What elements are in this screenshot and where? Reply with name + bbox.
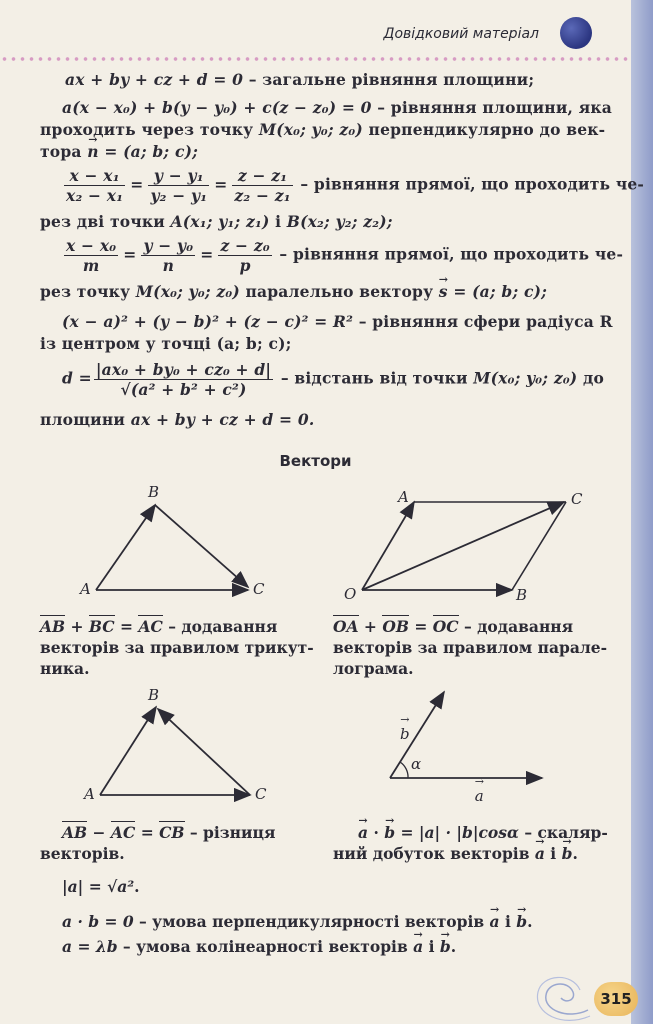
- page-number: 315: [594, 982, 638, 1016]
- vector-ab: [96, 505, 155, 590]
- fraction: $\frac{\text{|ax₀ + by₀ + cz₀ + d|}}{\text{√(a² + b² + c²)}}$: [95, 360, 272, 399]
- label-b: B: [516, 586, 528, 604]
- label-c: C: [255, 785, 267, 803]
- plane-point-normal-line2: проходить через точку M(x₀; y₀; z₀) перпендикулярно до век-: [40, 120, 606, 139]
- parallelogram-caption-1: OA + OB = OC – додавання: [333, 617, 574, 636]
- fraction: $\frac{\text{x − x₁}}{\text{x₂ − x₁}}$: [66, 166, 124, 205]
- triangle-addition-diagram: [0, 480, 300, 600]
- triangle-subtraction-caption-2: векторів.: [40, 844, 125, 863]
- label-vector-b: → b: [400, 725, 410, 743]
- sphere-formula: (x − a)² + (y − b)² + (z − c)² = R² – рівняння сфери радіуса R: [62, 312, 613, 331]
- vector-ab: [100, 707, 156, 795]
- triangle-addition-caption-2: векторів за правилом трикут-: [40, 638, 314, 657]
- header-title: Довідковий матеріал: [383, 26, 539, 42]
- dot-product-diagram: [380, 690, 560, 805]
- parallelogram-caption-2: векторів за правилом парале-: [333, 638, 608, 657]
- dot-product-svg: [380, 690, 560, 800]
- vector-oc: [362, 502, 564, 590]
- label-a: A: [84, 785, 95, 803]
- angle-arc: [400, 762, 408, 778]
- dot-product-caption-2: ний добуток векторів → a і → b.: [333, 843, 578, 864]
- parallelogram-diagram: [330, 480, 620, 610]
- label-a: A: [80, 580, 91, 598]
- triangle-addition-caption-1: AB + BC = AC – додавання: [40, 617, 278, 636]
- label-alpha: α: [411, 755, 422, 773]
- distance-line2: площини ax + by + cz + d = 0.: [40, 410, 315, 429]
- triangle-subtraction-caption-1: AB − AC = CB – різниця: [62, 823, 276, 842]
- plane-point-normal-formula: a(x − x₀) + b(y − y₀) + c(z − z₀) = 0 – рівняння площини, яка: [62, 98, 613, 117]
- distance-formula: d = $\frac{\text{|ax₀ + by₀ + cz₀ + d|}}{\text{√(a² + b² + c²)}}$ – відстань від точки M(x₀; y₀; z₀) до: [62, 360, 605, 399]
- triangle-subtraction-diagram: [0, 685, 300, 810]
- dot-product-caption-1: → a · → b = |a| · |b|cosα – скаляр-: [358, 822, 608, 843]
- fraction: $\frac{\text{x − x₀}}{m}$: [66, 236, 117, 275]
- decorative-swirl-icon: [528, 970, 598, 1024]
- triangle-addition-caption-3: ника.: [40, 659, 90, 678]
- plane-point-normal-line3: тора → n = (a; b; c);: [40, 142, 600, 162]
- section-title-vectors: Вектори: [279, 452, 352, 470]
- label-c: C: [253, 580, 265, 598]
- perpendicular-condition: a · b = 0 – умова перпендикулярності векторів → a і → b.: [62, 911, 533, 932]
- dotted-divider: [0, 56, 631, 62]
- side-bc: [512, 502, 566, 590]
- page-header: [0, 0, 631, 50]
- label-vector-a: → a: [475, 787, 484, 805]
- label-c: C: [571, 490, 583, 508]
- fraction: $\frac{\text{z − z₀}}{p}$: [220, 236, 270, 275]
- fraction: $\frac{\text{z − z₁}}{\text{z₂ − z₁}}$: [234, 166, 291, 205]
- fraction: $\frac{\text{y − y₁}}{\text{y₂ − y₁}}$: [150, 166, 208, 205]
- line-two-points-line2: рез дві точки A(x₁; y₁; z₁) і B(x₂; y₂; z₂);: [40, 212, 393, 231]
- parallelogram-caption-3: лограма.: [333, 659, 414, 678]
- label-b: B: [148, 686, 160, 704]
- line-point-dir-formula: $\frac{\text{x − x₀}}{m}$ = $\frac{\text{y − y₀}}{n}$ = $\frac{\text{z − z₀}}{p}$ – рівняння прямої, що проходить че-: [66, 236, 624, 275]
- page-edge-strip: [631, 0, 653, 1024]
- vector-bc: [155, 505, 248, 587]
- fraction: $\frac{\text{y − y₀}}{n}$: [143, 236, 194, 275]
- vector-norm-formula: |a| = √a².: [62, 877, 140, 896]
- vector-cb: [158, 709, 250, 795]
- label-a: A: [398, 488, 409, 506]
- line-point-dir-line2: рез точку M(x₀; y₀; z₀) паралельно вектору → s = (a; b; c);: [40, 282, 600, 302]
- label-o: O: [344, 585, 357, 603]
- decorative-ball-icon: [560, 17, 592, 49]
- sphere-line2: із центром у точці (a; b; c);: [40, 334, 292, 353]
- line-two-points-formula: $\frac{\text{x − x₁}}{\text{x₂ − x₁}}$ = $\frac{\text{y − y₁}}{\text{y₂ − y₁}}$ = $\frac{\text{z − z₁}}{\text{z₂ − z₁}}$ – рівняння прямої, що проходить че-: [66, 166, 645, 205]
- collinear-condition: a = λb – умова колінеарності векторів → a і → b.: [62, 936, 456, 957]
- vector-oa: [362, 502, 414, 590]
- label-b: B: [148, 483, 160, 501]
- plane-general-formula: ax + by + cz + d = 0 – загальне рівняння площини;: [65, 70, 535, 89]
